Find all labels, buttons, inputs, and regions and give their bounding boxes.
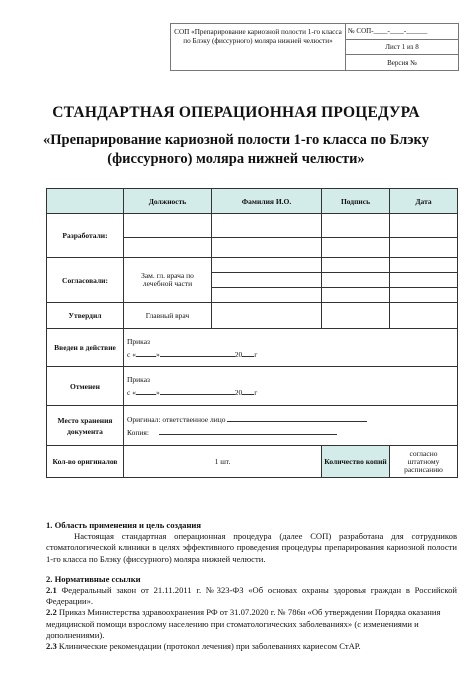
order-label: Приказ [127, 336, 151, 346]
row-introduced: Введен в действие [47, 329, 124, 367]
header-meta [346, 24, 458, 70]
section-1-title: 1. Область применения и цель создания [46, 520, 202, 530]
cancelled-order [124, 367, 458, 406]
cell [212, 288, 322, 303]
header-sheet: Лист 1 из 8 [346, 40, 458, 56]
cell [322, 258, 390, 273]
cell [390, 238, 458, 258]
col-signature: Подпись [322, 189, 390, 214]
cell [212, 303, 322, 329]
header-empty-cell [47, 189, 124, 214]
cell [212, 273, 322, 288]
cell [212, 214, 322, 238]
order-date: с « » 20 г [127, 349, 258, 359]
order-date: с « » 20 г [127, 388, 258, 397]
document-title: СТАНДАРТНАЯ ОПЕРАЦИОННАЯ ПРОЦЕДУРА [52, 104, 420, 121]
document-header [170, 23, 459, 71]
cell [390, 258, 458, 273]
cell [322, 238, 390, 258]
reference-2: 2.2 Приказ Министерства здравоохранения РФ от 31.07.2020 г. № 786н «Об утверждении Порядка оказания медицинской помощи взрослому населению при стоматологических заболеваниях» (с изменениями и дополнениями). [46, 607, 441, 640]
storage-info [124, 406, 458, 446]
copy-line: Копия: [127, 426, 454, 439]
section-2-title: 2. Нормативные ссылки [46, 573, 141, 584]
row-approved: Утвердил [47, 303, 124, 329]
approved-position: Главный врач [124, 303, 212, 329]
cell [124, 214, 212, 238]
row-agreed: Согласовали: [47, 258, 124, 303]
cell [390, 273, 458, 288]
originals-count: 1 шт. [124, 446, 322, 478]
section-1-text: Настоящая стандартная операционная процедура (далее СОП) разработана для сотрудников стоматологической клиники в целях эффективного проведения процедуры препарирования кариозной полости 1-го класса по Блэку (фиссурного) моляра нижней челюсти. [46, 531, 457, 564]
col-date: Дата [390, 189, 458, 214]
row-cancelled: Отменен [47, 367, 124, 406]
reference-3: 2.3 Клинические рекомендации (протокол лечения) при заболеваниях кариесом СтАР. [46, 641, 361, 652]
row-developed: Разработали: [47, 214, 124, 258]
original-line: Оригинал: ответственное лицо [127, 413, 454, 426]
cell [390, 303, 458, 329]
document-subtitle: «Препарирование кариозной полости 1-го класса по Блэку (фиссурного) моляра нижней челюсти» [43, 132, 429, 167]
agreed-position: Зам. гл. врача по лечебной части [124, 258, 212, 303]
header-sop-number: № СОП-____-____-______ [346, 24, 458, 40]
reference-1: 2.1 Федеральный закон от 21.11.2011 г. №323-ФЗ «Об основах охраны здоровья граждан в Российской Федерации». [46, 585, 458, 607]
cell [390, 288, 458, 303]
copies-count-label: Количество копий [322, 446, 390, 478]
cell [212, 238, 322, 258]
col-name: Фамилия И.О. [212, 189, 322, 214]
cell [322, 288, 390, 303]
document-body [46, 520, 457, 652]
header-version: Версия № [387, 58, 417, 67]
cell [322, 273, 390, 288]
row-storage: Место хранения документа [47, 406, 124, 446]
introduced-order [124, 329, 458, 367]
cell [322, 214, 390, 238]
header-sop-title: СОП «Препарирование кариозной полости 1-го класса по Блэку (фиссурного) моляра нижней челюсти» [171, 24, 346, 70]
approval-table [46, 188, 458, 478]
col-position: Должность [124, 189, 212, 214]
order-label: Приказ [127, 375, 151, 384]
cell [124, 238, 212, 258]
cell [212, 258, 322, 273]
cell [322, 303, 390, 329]
copies-count: согласно штатному расписанию [390, 446, 458, 478]
row-originals-count: Кол-во оригиналов [47, 446, 124, 478]
cell [390, 214, 458, 238]
table-header-row [47, 189, 458, 214]
